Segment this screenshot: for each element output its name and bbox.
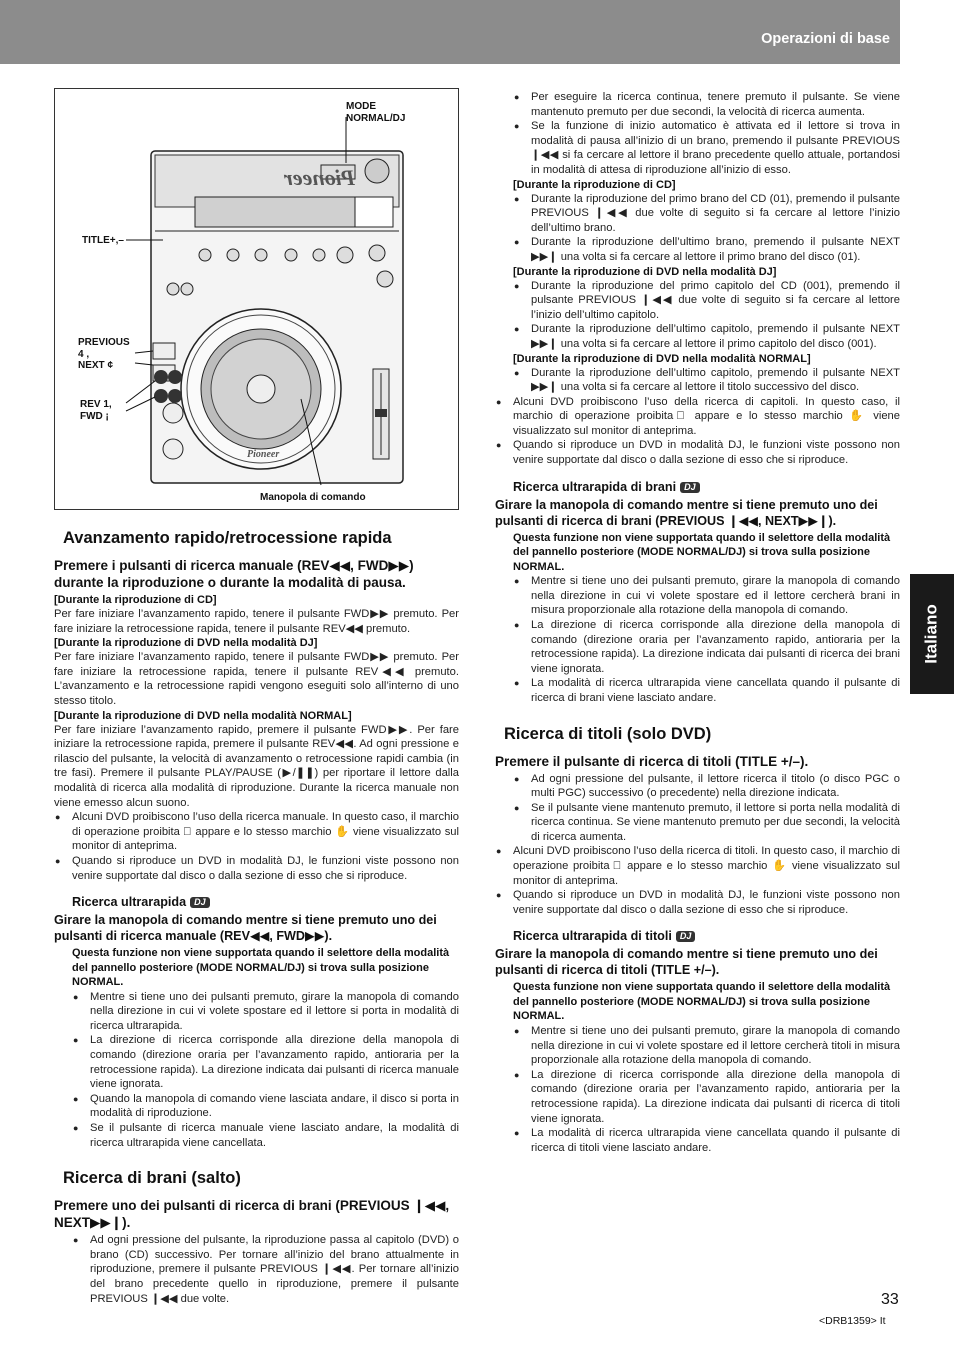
list-item: ● Quando si riproduce un DVD in modalità DJ, le funzioni viste possono non venire supportate dal disco o dalla sezione di esso che si riproduce. <box>54 854 459 883</box>
ultra-search-note: Questa funzione non viene supportata quando il selettore della modalità del pannello posteriore (MODE NORMAL/DJ) si trova sulla posizione NORMAL. <box>72 947 450 989</box>
list-item: ● Per eseguire la ricerca continua, tenere premuto il pulsante. Se viene mantenuto premuto per due secondi, la velocità di ricerca aumenta. <box>513 90 900 119</box>
ultra-title-search-note: Questa funzione non viene supportata quando il selettore della modalità del pannello posteriore (MODE NORMAL/DJ) si trova sulla posizione NORMAL. <box>513 981 891 1023</box>
list-item: ● Durante la riproduzione del primo capitolo del CD (001), premendo il pulsante PREVIOUS ❙◀◀ due volte di seguito si fa cercare al lettore l’inizio dell’ultimo capitolo. <box>513 279 900 323</box>
list-item: ● Alcuni DVD proibiscono l’uso della ricerca di titoli. In questo caso, il marchio di operazione proibita ⃠ appare e lo stesso marchio ✋ viene visualizzato sul monitor di anteprima. <box>495 844 900 888</box>
section-track-search-title: Ricerca di brani (salto) <box>54 1168 459 1188</box>
player-illustration <box>54 88 459 510</box>
dvd-dj-heading: [Durante la riproduzione di DVD nella modalità DJ] <box>54 637 318 650</box>
list-item: ● Quando si riproduce un DVD in modalità DJ, le funzioni viste possono non venire supportate dal disco o dalla sezione di esso che si riproduce. <box>495 888 900 917</box>
list-item: ● La direzione di ricerca corrisponde alla direzione della manopola di comando (direzione oraria per l’avanzamento rapido, antioraria per la retrocessione rapida). La direzione indicata dai pulsanti di ricerca dei brani viene ignorata. <box>513 618 900 676</box>
ultra-track-search-instruction: Girare la manopola di comando mentre si tiene premuto uno dei pulsanti di ricerca di brani (PREVIOUS ❙◀◀, NEXT▶▶❙). <box>495 497 878 528</box>
section-fast-forward-title: Avanzamento rapido/retrocessione rapida <box>54 528 459 548</box>
list-item: ● Durante la riproduzione dell’ultimo brano, premendo il pulsante NEXT ▶▶❙ una volta si fa cercare al lettore il primo brano del disco (01). <box>513 235 900 264</box>
dvd-normal-paragraph: Per fare iniziare l’avanzamento rapido, premere il pulsante FWD▶▶. Per fare iniziare la retrocessione rapida, premere il pulsante REV◀◀. Ad ogni pressione e rilascio del pulsante, la velocità di avanzamento o retrocessione rapidi cambia (in tre fasi). Premere il pulsante PLAY/PAUSE (▶/❚❚) per riportare il lettore dalla modalità di ricerca alla modalità di riproduzione. Durante la ricerca manuale non viene emesso alcun suono. <box>54 723 459 809</box>
ultra-title-search-heading <box>513 928 900 944</box>
title-search-general-notes <box>495 844 900 917</box>
list-item: ● Quando la manopola di comando viene lasciata andare, il disco si porta in modalità di riproduzione. <box>72 1092 459 1121</box>
label-title: TITLE+,– <box>82 235 124 246</box>
ultra-track-search-title: Ricerca ultrarapida di brani <box>513 479 677 494</box>
list-item: ● Mentre si tiene uno dei pulsanti premuto, girare la manopola di comando nella direzione in cui vi volete spostare ed il lettore cercherà brani in misura proporzionale alla rotazione della manopola di comando. <box>513 574 900 618</box>
list-item: ● La modalità di ricerca ultrarapida viene cancellata quando il pulsante di ricerca di titoli viene lasciato andare. <box>513 1126 900 1155</box>
title-search-bullets <box>495 772 900 845</box>
dvd-dj-bullets <box>495 279 900 352</box>
track-search-bullets <box>54 1233 459 1306</box>
dj-badge: DJ <box>190 897 210 908</box>
list-item: ● Mentre si tiene uno dei pulsanti premuto, girare la manopola di comando nella direzione in cui vi volete spostare ed il lettore cercherà titoli in misura proporzionale alla rotazione della manopola di comando. <box>513 1024 900 1068</box>
section-title: Operazioni di base <box>761 31 890 47</box>
cd-bullets <box>495 192 900 265</box>
ultra-track-search-heading <box>513 479 900 495</box>
list-item: ● Ad ogni pressione del pulsante, il lettore ricerca il titolo (o disco PGC o multi PGC) successivo (o precedente) nella direzione indicata. <box>513 772 900 801</box>
cd-heading: [Durante la riproduzione di CD] <box>54 594 217 606</box>
track-search-more-bullets <box>495 90 900 178</box>
list-item: ● Durante la riproduzione del primo brano del CD (01), premendo il pulsante PREVIOUS ❙◀◀ due volte di seguito si fa cercare al lettore l’inizio dell’ultimo brano. <box>513 192 900 236</box>
cd-paragraph: Per fare iniziare l’avanzamento rapido, tenere il pulsante FWD▶▶ premuto. Per fare iniziare la retrocessione rapida, tenere il pulsante REV◀◀ premuto. <box>54 608 459 635</box>
cd-heading: [Durante la riproduzione di CD] <box>513 178 676 191</box>
cdj-player-drawing <box>55 89 460 511</box>
list-item: ● La direzione di ricerca corrisponde alla direzione della manopola di comando (direzione oraria per l’avanzamento rapido, antioraria per la retrocessione rapida). La direzione indicata dai pulsanti di ricerca manuale viene ignorata. <box>72 1033 459 1091</box>
fast-forward-notes <box>54 810 459 883</box>
svg-text:Pioneer: Pioneer <box>247 449 280 460</box>
track-search-general-notes <box>495 395 900 468</box>
dvd-normal-bullets <box>495 366 900 395</box>
list-item: ● Se la funzione di inizio automatico è attivata ed il lettore si trova in modalità di pausa all’inizio di un brano, premendo il pulsante PREVIOUS ❙◀◀ si fa cercare al lettore il brano precedente quello attuale, portandosi in modalità di attesa di riproduzione all’inizio di esso. <box>513 119 900 177</box>
list-item: ● Alcuni DVD proibiscono l’uso della ricerca di capitoli. In questo caso, il marchio di operazione proibita ⃠ appare e lo stesso marchio ✋ viene visualizzato sul monitor di anteprima. <box>495 395 900 439</box>
list-item: ● Se il pulsante di ricerca manuale viene lasciato andare, la modalità di ricerca ultrarapida viene cancellata. <box>72 1121 459 1150</box>
ultra-track-search-bullets <box>495 574 900 705</box>
label-mode: MODE NORMAL/DJ <box>346 101 406 124</box>
list-item: ● Durante la riproduzione dell’ultimo capitolo, premendo il pulsante NEXT ▶▶❙ una volta si fa cercare al lettore il titolo successivo del disco. <box>513 366 900 395</box>
ultra-search-bullets <box>54 990 459 1151</box>
left-column <box>54 88 459 1306</box>
document-code: <DRB1359> It <box>819 1315 886 1327</box>
dvd-dj-heading: [Durante la riproduzione di DVD nella modalità DJ] <box>513 265 777 278</box>
track-search-instruction: Premere uno dei pulsanti di ricerca di brani (PREVIOUS ❙◀◀, NEXT▶▶❙). <box>54 1198 450 1231</box>
dvd-normal-heading: [Durante la riproduzione di DVD nella modalità NORMAL] <box>54 709 352 722</box>
list-item: ● La modalità di ricerca ultrarapida viene cancellata quando il pulsante di ricerca di brani viene lasciato andare. <box>513 676 900 705</box>
list-item: ● Durante la riproduzione dell’ultimo capitolo, premendo il pulsante NEXT ▶▶❙ una volta si fa cercare al lettore il primo capitolo del disco (001). <box>513 322 900 351</box>
dvd-normal-heading: [Durante la riproduzione di DVD nella modalità NORMAL] <box>513 352 811 365</box>
ultra-search-title: Ricerca ultrarapida <box>72 895 187 910</box>
language-tab <box>910 574 954 694</box>
fast-forward-instruction: Premere i pulsanti di ricerca manuale (REV◀◀, FWD▶▶) durante la riproduzione o durante la modalità di pausa. <box>54 558 414 590</box>
svg-text:Pioneer: Pioneer <box>284 165 355 190</box>
dj-badge: DJ <box>676 931 696 942</box>
page-number: 33 <box>881 1291 899 1308</box>
dvd-dj-paragraph: Per fare iniziare l’avanzamento rapido, tenere il pulsante FWD▶▶ premuto. Per fare iniziare la retrocessione rapida, tenere il pulsante REV◀◀ premuto. L’avanzamento e la retrocessione rapidi vengono eseguiti solo all’interno di uno stesso titolo. <box>54 651 459 707</box>
label-rev-fwd: REV 1, FWD ¡ <box>80 399 112 422</box>
ultra-search-instruction: Girare la manopola di comando mentre si tiene premuto uno dei pulsanti di ricerca manuale (REV◀◀, FWD▶▶). <box>54 913 437 944</box>
header-bar <box>0 0 900 64</box>
ultra-track-search-note: Questa funzione non viene supportata quando il selettore della modalità del pannello posteriore (MODE NORMAL/DJ) si trova sulla posizione NORMAL. <box>513 531 891 573</box>
title-search-instruction: Premere il pulsante di ricerca di titoli (TITLE +/–). <box>495 753 809 769</box>
list-item: ● Mentre si tiene uno dei pulsanti premuto, girare la manopola di comando nella direzione in cui vi volete spostare ed il lettore si porta in modalità di ricerca ultrarapida. <box>72 990 459 1034</box>
section-title-search-title: Ricerca di titoli (solo DVD) <box>495 724 900 744</box>
ultra-title-search-instruction: Girare la manopola di comando mentre si tiene premuto uno dei pulsanti di ricerca di titoli (TITLE +/–). <box>495 947 878 978</box>
list-item: ● La direzione di ricerca corrisponde alla direzione della manopola di comando (direzione oraria per l’avanzamento rapido, antioraria per la retrocessione rapida). La direzione indicata dai pulsanti di ricerca di titoli viene ignorata. <box>513 1068 900 1126</box>
list-item: ● Quando si riproduce un DVD in modalità DJ, le funzioni viste possono non venire supportate dal disco o dalla sezione di esso che si riproduce. <box>495 438 900 467</box>
label-dial: Manopola di comando <box>260 492 366 503</box>
list-item: ● Ad ogni pressione del pulsante, la riproduzione passa al capitolo (DVD) o brano (CD) successivo. Per tornare all’inizio del brano attualmente in riproduzione, premere il pulsante PREVIOUS ❙◀◀. Per tornare all’inizio del brano precedente quello in riproduzione, premere il pulsante PREVIOUS ❙◀◀ due volte. <box>72 1233 459 1306</box>
ultra-search-heading <box>72 894 459 910</box>
dj-badge: DJ <box>680 482 700 493</box>
language-label: Italiano <box>921 604 941 664</box>
list-item: ● Alcuni DVD proibiscono l’uso della ricerca manuale. In questo caso, il marchio di operazione proibita ⃠ appare e lo stesso marchio ✋ viene visualizzato sul monitor di anteprima. <box>54 810 459 854</box>
label-prev-next: PREVIOUS 4 , NEXT ¢ <box>78 337 130 371</box>
right-column <box>495 90 900 1155</box>
ultra-title-search-bullets <box>495 1024 900 1155</box>
list-item: ● Se il pulsante viene mantenuto premuto, il lettore si porta nella modalità di ricerca continua. Se viene mantenuto premuto per due secondi, la velocità di ricerca aumenta. <box>513 801 900 845</box>
ultra-title-search-title: Ricerca ultrarapida di titoli <box>513 929 672 944</box>
